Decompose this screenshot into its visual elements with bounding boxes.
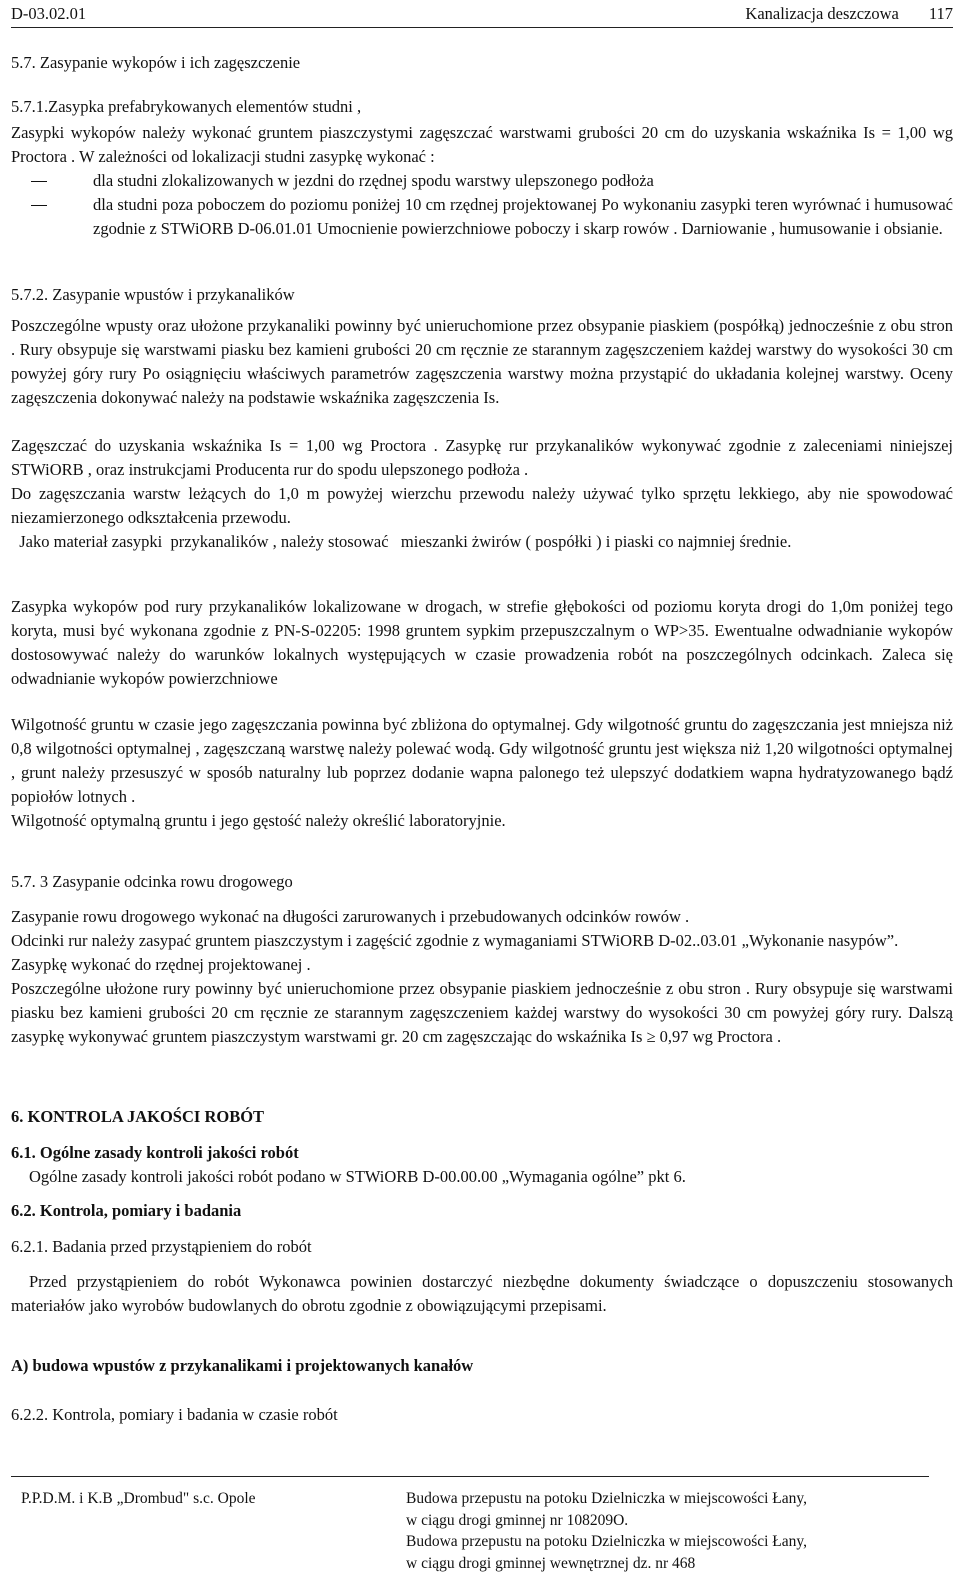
- paragraph: Zasypki wykopów należy wykonać gruntem piaszczystymi zagęszczać warstwami grubości 20 cm do uzyskania wskaźnika Is = 1,00 wg Proctora . W zależności od lokalizacji studni zasypkę wykonać :: [11, 121, 953, 169]
- section-heading-5-7-2: 5.7.2. Zasypanie wpustów i przykanalików: [11, 283, 953, 307]
- dash-bullet: [31, 205, 47, 206]
- list-item-text: dla studni zlokalizowanych w jezdni do rzędnej spodu warstwy ulepszonego podłoża: [93, 169, 953, 193]
- section-heading-6: 6. KONTROLA JAKOŚCI ROBÓT: [11, 1105, 953, 1129]
- paragraph: Jako materiał zasypki przykanalików , należy stosować mieszanki żwirów ( pospółki ) i piaski co najmniej średnie.: [11, 530, 953, 554]
- dash-bullet: [31, 181, 47, 182]
- footer-line: Budowa przepustu na potoku Dzielniczka w miejscowości Łany,: [406, 1531, 926, 1553]
- paragraph: Poszczególne wpusty oraz ułożone przykanaliki powinny być unieruchomione przez obsypanie piaskiem (pospółką) jednocześnie z obu stron . Rury obsypuje się warstwami piasku bez kamieni grubości 20 cm ręcznie ze starannym zagęszczeniem każdej warstwy do wysokości 30 cm powyżej góry rury Po osiągnięciu właściwych parametrów zagęszczenia warstwy można przystąpić do układania kolejnej warstwy. Oceny zagęszczenia dokonywać należy na podstawie wskaźnika zagęszczenia Is.: [11, 314, 953, 410]
- paragraph: Odcinki rur należy zasypać gruntem piaszczystym i zagęścić zgodnie z wymaganiami STWiORB D-02..03.01 „Wykonanie nasypów”. Zasypkę wykonać do rzędnej projektowanej .: [11, 929, 911, 977]
- section-heading-5-7-1: 5.7.1.Zasypka prefabrykowanych elementów studni ,: [11, 95, 953, 119]
- paragraph: Zasypka wykopów pod rury przykanalików lokalizowane w drogach, w strefie głębokości od poziomu koryta drogi do 1,0m poniżej tego koryta, musi być wykonana zgodnie z PN-S-02205: 1998 gruntem sypkim przepuszczalnym o WP>35. Ewentualne odwadnianie wykopów dostosowywać należy do warunków lokalnych występujących w czasie prowadzenia robót na poszczególnych odcinkach. Zaleca się odwadnianie wykopów powierzchniowe: [11, 595, 953, 691]
- footer-project: [406, 1488, 926, 1574]
- list-item-text: dla studni poza poboczem do poziomu poniżej 10 cm rzędnej projektowanej Po wykonaniu zasypki teren wyrównać i humusować zgodnie z STWiORB D-06.01.01 Umocnienie powierzchniowe poboczy i skarp rowów . Darniowanie , humusowanie i obsianie.: [93, 193, 953, 241]
- section-heading-5-7-3: 5.7. 3 Zasypanie odcinka rowu drogowego: [11, 870, 953, 894]
- paragraph: Zasypanie rowu drogowego wykonać na długości zarurowanych i przebudowanych odcinków rowów .: [11, 905, 953, 929]
- section-heading-6-2: 6.2. Kontrola, pomiary i badania: [11, 1199, 953, 1223]
- document-title: Kanalizacja deszczowa: [745, 4, 898, 23]
- page-header: [11, 4, 953, 28]
- section-heading-5-7: 5.7. Zasypanie wykopów i ich zagęszczenie: [11, 51, 953, 75]
- paragraph: Przed przystąpieniem do robót Wykonawca powinien dostarczyć niezbędne dokumenty świadczące o dopuszczeniu stosowanych materiałów jako wyrobów budowlanych do obrotu zgodnie z obowiązującymi przepisami.: [11, 1270, 953, 1318]
- section-heading-6-1: 6.1. Ogólne zasady kontroli jakości robót: [11, 1141, 953, 1165]
- paragraph: Ogólne zasady kontroli jakości robót podano w STWiORB D-00.00.00 „Wymagania ogólne” pkt 6.: [29, 1165, 953, 1189]
- footer-rule: [11, 1476, 929, 1477]
- paragraph: Wilgotność optymalną gruntu i jego gęstość należy określić laboratoryjnie.: [11, 809, 953, 833]
- footer-company: P.P.D.M. i K.B „Drombud" s.c. Opole: [21, 1488, 256, 1510]
- footer-line: Budowa przepustu na potoku Dzielniczka w miejscowości Łany,: [406, 1488, 926, 1510]
- paragraph: Wilgotność gruntu w czasie jego zagęszczania powinna być zbliżona do optymalnej. Gdy wilgotność gruntu do zagęszczania jest mniejsza niż 0,8 wilgotności optymalnej , zagęszczaną warstwę należy polewać wodą. Gdy wilgotność gruntu jest większa niż 1,20 wilgotności optymalnej , grunt należy przesuszyć w sposób naturalny lub poprzez dodanie wapna palonego też ulepszyć dodatkiem wapna hydratyzowanego bądź popiołów lotnych .: [11, 713, 953, 809]
- section-heading-6-2-2: 6.2.2. Kontrola, pomiary i badania w czasie robót: [11, 1403, 953, 1427]
- footer-line: w ciągu drogi gminnej wewnętrznej dz. nr 468: [406, 1553, 926, 1574]
- document-code: D-03.02.01: [11, 4, 86, 24]
- paragraph: Poszczególne ułożone rury powinny być unieruchomione przez obsypanie piaskiem jednocześnie z obu stron . Rury obsypuje się warstwami piasku bez kamieni grubości 20 cm ręcznie ze starannym zagęszczeniem każdej warstwy do wysokości 30 cm powyżej góry rury. Dalszą zasypkę wykonywać gruntem piaszczystym warstwami gr. 20 cm zagęszczając do wskaźnika Is ≥ 0,97 wg Proctora .: [11, 977, 953, 1049]
- page-number: 117: [929, 4, 953, 23]
- paragraph: Do zagęszczania warstw leżących do 1,0 m powyżej wierzchu przewodu należy używać tylko sprzętu lekkiego, aby nie spowodować niezamierzonego odkształcenia przewodu.: [11, 482, 953, 530]
- footer-line: w ciągu drogi gminnej nr 108209O.: [406, 1510, 926, 1532]
- subheading-a: A) budowa wpustów z przykanalikami i projektowanych kanałów: [11, 1354, 953, 1378]
- section-heading-6-2-1: 6.2.1. Badania przed przystąpieniem do robót: [11, 1235, 953, 1259]
- header-right: [715, 4, 953, 24]
- paragraph: Zagęszczać do uzyskania wskaźnika Is = 1,00 wg Proctora . Zasypkę rur przykanalików wykonywać zgodnie z zaleceniami niniejszej STWiORB , oraz instrukcjami Producenta rur do spodu ulepszonego podłoża .: [11, 434, 953, 482]
- header-rule: [11, 27, 953, 28]
